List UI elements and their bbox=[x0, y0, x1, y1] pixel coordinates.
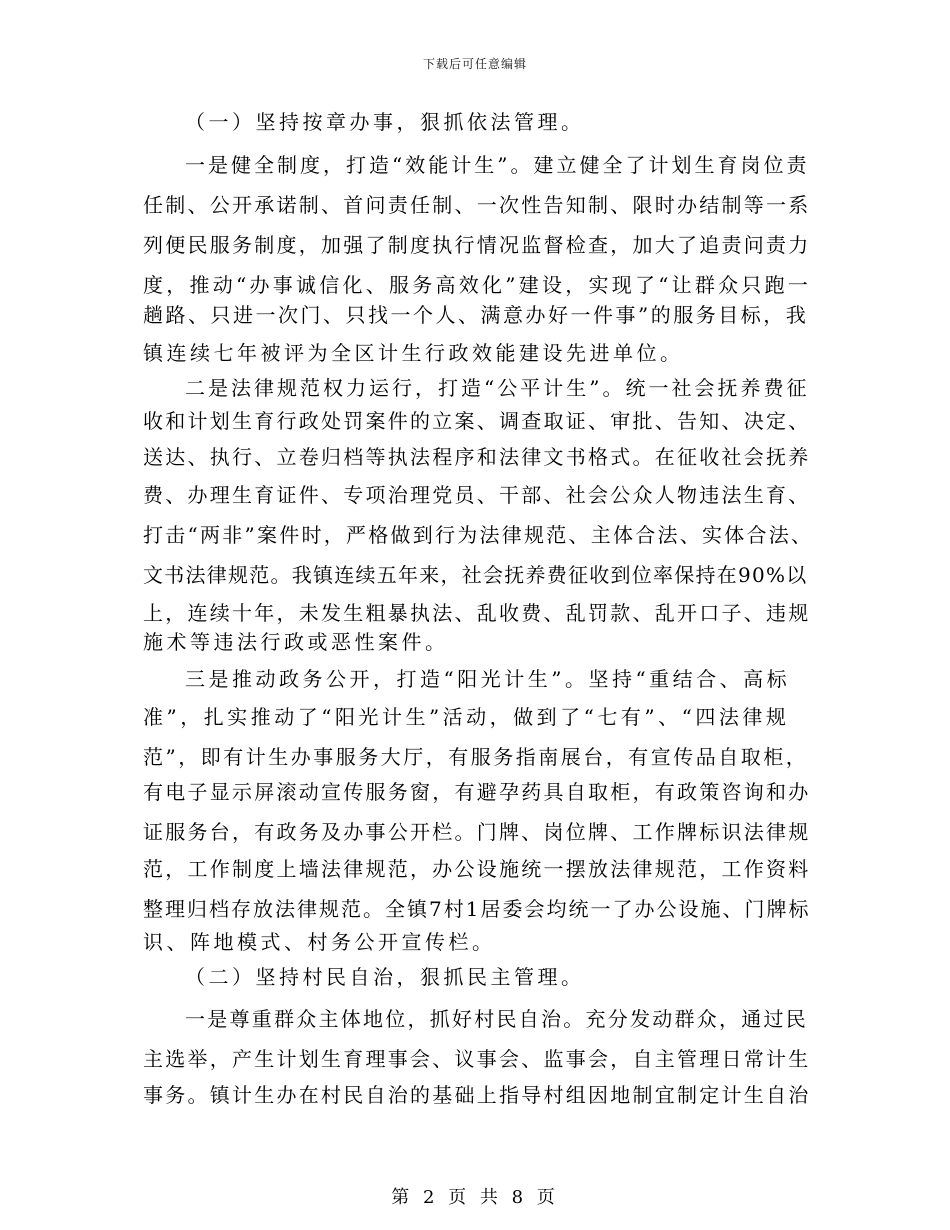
paragraph-line: 度，推动“办事诚信化、服务高效化”建设，实现了“让群众只跑一 bbox=[143, 273, 812, 297]
page-header-note: 下载后可任意编辑 bbox=[422, 57, 527, 71]
heading-section-2: （二）坚持村民自治，狠抓民主管理。 bbox=[185, 965, 585, 989]
paragraph-line: 一是健全制度，打造“效能计生”。建立健全了计划生育岗位责 bbox=[185, 153, 810, 177]
paragraph-line: 施术等违法行政或恶性案件。 bbox=[143, 630, 449, 654]
paragraph-line: 任制、公开承诺制、首问责任制、一次性告知制、限时办结制等一系 bbox=[143, 193, 811, 217]
paragraph-line: 识、阵地模式、村务公开宣传栏。 bbox=[143, 930, 496, 954]
paragraph-line: 证服务台，有政务及办事公开栏。门牌、岗位牌、工作牌标识法律规 bbox=[143, 820, 811, 844]
paragraph-line: 上，连续十年，未发生粗暴执法、乱收费、乱罚款、乱开口子、违规 bbox=[143, 601, 811, 625]
paragraph-line: 范”，即有计生办事服务大厅，有服务指南展台，有宣传品自取柜， bbox=[143, 745, 809, 769]
paragraph-line: 三是推动政务公开，打造“阳光计生”。坚持“重结合、高标 bbox=[185, 667, 791, 691]
paragraph-line: 收和计划生育行政处罚案件的立案、调查取证、审批、告知、决定、 bbox=[143, 409, 811, 433]
paragraph-line: 镇连续七年被评为全区计生行政效能建设先进单位。 bbox=[143, 341, 684, 365]
paragraph-line: 主选举，产生计划生育理事会、议事会、监事会，自主管理日常计生 bbox=[143, 1047, 811, 1071]
paragraph-line: 事务。镇计生办在村民自治的基础上指导村组因地制宜制定计生自治 bbox=[143, 1083, 811, 1107]
paragraph-line: 一是尊重群众主体地位，抓好村民自治。充分发动群众，通过民 bbox=[185, 1007, 808, 1031]
page-number: 第 2 页 共 8 页 bbox=[391, 1187, 559, 1208]
paragraph-line: 准”，扎实推动了“阳光计生”活动，做到了“七有”、“四法律规 bbox=[143, 705, 790, 729]
paragraph-line: 打击“两非”案件时，严格做到行为法律规范、主体合法、实体合法、 bbox=[143, 523, 814, 547]
paragraph-line: 费、办理生育证件、专项治理党员、干部、社会公众人物违法生育、 bbox=[143, 483, 811, 507]
paragraph-line: 送达、执行、立卷归档等执法程序和法律文书格式。在征收社会抚养 bbox=[143, 445, 811, 469]
paragraph-line: 趟路、只进一次门、只找一个人、满意办好一件事”的服务目标，我 bbox=[143, 303, 809, 327]
paragraph-line: 整理归档存放法律规范。全镇7村1居委会均统一了办公设施、门牌标 bbox=[143, 897, 811, 921]
paragraph-line: 列便民服务制度，加强了制度执行情况监督检查，加大了追责问责力 bbox=[143, 233, 811, 257]
paragraph-line: 有电子显示屏滚动宣传服务窗，有避孕药具自取柜，有政策咨询和办 bbox=[143, 780, 811, 804]
paragraph-line: 文书法律规范。我镇连续五年来，社会抚养费征收到位率保持在90%以 bbox=[143, 563, 808, 587]
paragraph-line: 二是法律规范权力运行，打造“公平计生”。统一社会抚养费征 bbox=[185, 376, 810, 400]
heading-section-1: （一）坚持按章办事，狠抓依法管理。 bbox=[185, 110, 585, 134]
paragraph-line: 范，工作制度上墙法律规范，办公设施统一摆放法律规范，工作资料 bbox=[143, 857, 811, 881]
